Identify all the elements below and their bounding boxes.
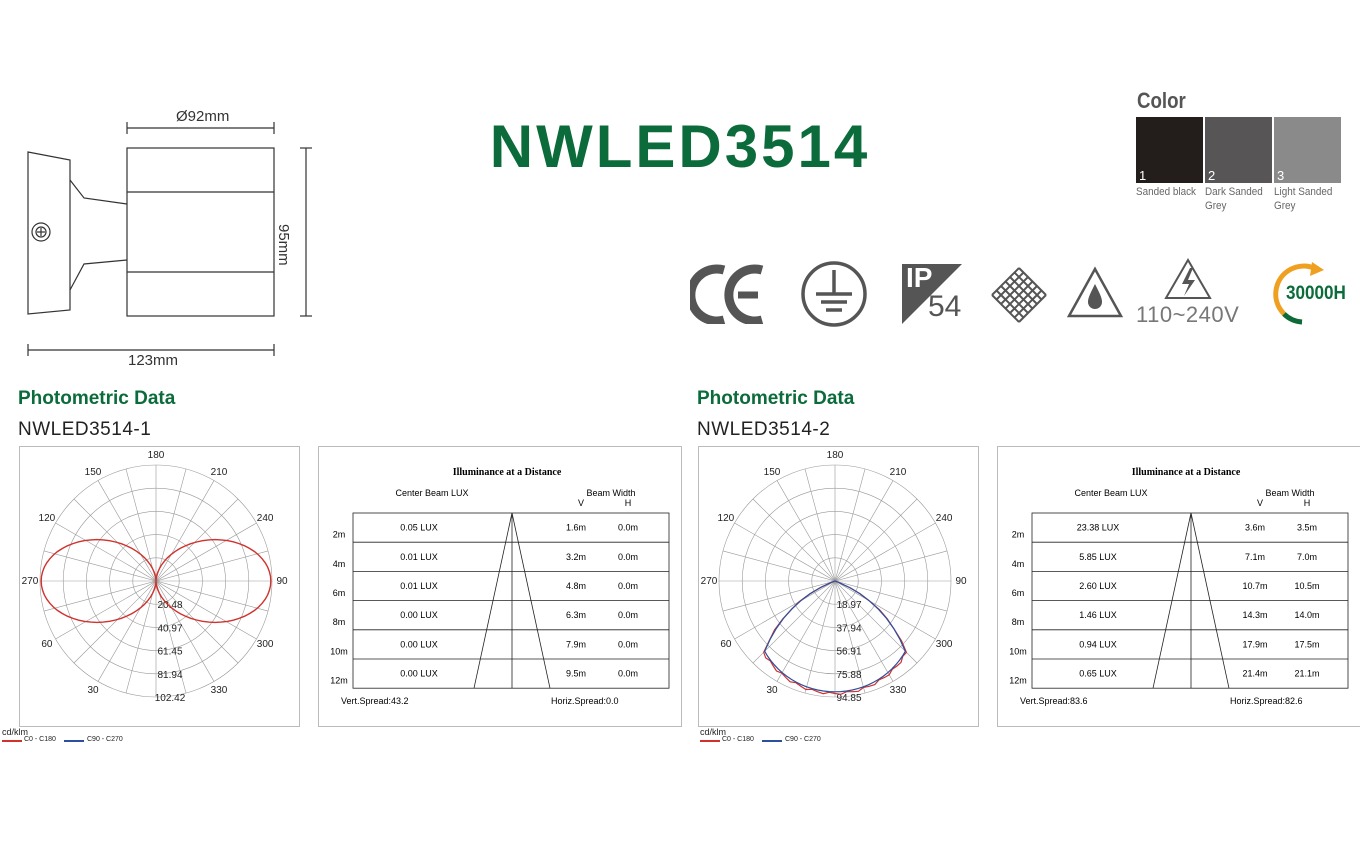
distance-label: 6m	[1011, 588, 1025, 598]
product-title: NWLED3514	[489, 113, 871, 180]
v-label: V	[1256, 498, 1264, 508]
color-swatch-3	[1274, 117, 1341, 183]
beam-v-value: 10.7m	[1242, 581, 1268, 591]
center-beam-label: Center Beam LUX	[395, 488, 469, 498]
center-beam-label: Center Beam LUX	[1074, 488, 1148, 498]
angle-label: 30	[766, 685, 778, 697]
beam-v-value: 1.6m	[565, 522, 587, 533]
length-dimension-label: 123mm	[128, 352, 179, 369]
legend-1	[0, 727, 200, 749]
distance-label: 2m	[332, 529, 346, 540]
distance-label: 6m	[332, 588, 346, 598]
diameter-dimension-label: Ø92mm	[176, 108, 230, 125]
beam-h-value: 10.5m	[1294, 581, 1320, 591]
h-label: H	[624, 498, 632, 508]
photometric-model-2: NWLED3514-2	[697, 419, 831, 440]
beam-h-value: 0.0m	[617, 668, 639, 679]
distance-label: 12m	[1009, 675, 1027, 686]
mesh-icon	[990, 266, 1048, 324]
height-dimension-label: 95mm	[275, 224, 292, 266]
lux-value: 1.46 LUX	[1079, 610, 1117, 621]
lux-value: 2.60 LUX	[1079, 581, 1117, 591]
beam-v-value: 4.8m	[565, 581, 587, 591]
ip-rating: 54	[928, 290, 962, 323]
radial-label: 56.91	[836, 646, 862, 658]
beam-v-value: 7.9m	[565, 639, 587, 650]
beam-h-value: 14.0m	[1294, 610, 1320, 621]
angle-label: 90	[955, 576, 967, 587]
angle-label: 270	[700, 576, 718, 587]
table-title: Illuminance at a Distance	[1131, 467, 1241, 478]
lux-value: 0.00 LUX	[400, 610, 438, 621]
lux-value: 0.05 LUX	[400, 522, 438, 533]
beam-v-value: 17.9m	[1242, 639, 1268, 650]
polar-chart-2	[699, 447, 978, 726]
distance-label: 12m	[330, 675, 348, 686]
color-swatch-1	[1136, 117, 1203, 183]
horiz-spread: Horiz.Spread:0.0	[551, 696, 619, 706]
distance-label: 4m	[1011, 558, 1025, 569]
radial-label: 40.97	[157, 623, 183, 635]
lux-value: 0.65 LUX	[1079, 668, 1117, 679]
distance-label: 8m	[332, 617, 346, 628]
beam-h-value: 17.5m	[1294, 639, 1320, 650]
radial-label: 37.94	[836, 623, 862, 635]
angle-label: 210	[210, 466, 228, 478]
lux-value: 0.01 LUX	[400, 551, 438, 562]
voltage-label: 110~240V	[1136, 302, 1240, 327]
angle-label: 120	[717, 513, 735, 524]
angle-label: 330	[889, 685, 907, 697]
beam-v-value: 3.6m	[1244, 522, 1266, 533]
radial-label: 81.94	[157, 669, 183, 681]
v-label: V	[577, 498, 585, 508]
water-drop-icon	[1066, 266, 1124, 320]
ce-mark-icon	[690, 264, 770, 324]
beam-width-label: Beam Width	[586, 488, 636, 498]
beam-h-value: 0.0m	[617, 610, 639, 621]
legend-series-c0: C0 - C180	[722, 736, 754, 743]
lux-value: 0.00 LUX	[400, 668, 438, 679]
angle-label: 150	[763, 466, 781, 478]
angle-label: 300	[935, 639, 953, 650]
vert-spread: Vert.Spread:83.6	[1020, 696, 1088, 706]
angle-label: 300	[256, 639, 274, 650]
angle-label: 210	[889, 466, 907, 478]
legend-series-c90: C90 - C270	[785, 736, 821, 743]
photometric-heading-1: Photometric Data	[18, 388, 176, 409]
angle-label: 150	[84, 466, 102, 478]
swatch-number: 1	[1139, 168, 1147, 183]
beam-v-value: 21.4m	[1242, 668, 1268, 679]
radial-label: 18.97	[836, 600, 862, 612]
radial-label: 75.88	[836, 669, 862, 681]
lux-value: 23.38 LUX	[1076, 522, 1120, 533]
angle-label: 240	[256, 513, 274, 524]
lux-value: 0.94 LUX	[1079, 639, 1117, 650]
table-title: Illuminance at a Distance	[452, 467, 562, 478]
angle-label: 270	[21, 576, 39, 587]
radial-label: 20.48	[157, 600, 183, 612]
polar-chart-box-1	[19, 446, 300, 727]
beam-h-value: 0.0m	[617, 639, 639, 650]
radial-label: 61.45	[157, 646, 183, 658]
beam-width-label: Beam Width	[1265, 488, 1315, 498]
distance-label: 4m	[332, 558, 346, 569]
lux-value: 5.85 LUX	[1079, 551, 1117, 562]
angle-label: 30	[87, 685, 99, 697]
swatch-name-1: Sanded black	[1136, 186, 1197, 198]
photometric-heading-2: Photometric Data	[697, 388, 855, 409]
photometric-model-1: NWLED3514-1	[18, 419, 152, 440]
swatch-name-3: Light Sanded Grey	[1274, 186, 1333, 212]
beam-h-value: 0.0m	[617, 581, 639, 591]
unit-label: cd/klm	[700, 727, 727, 737]
angle-label: 60	[41, 639, 53, 650]
swatch-number: 2	[1208, 168, 1216, 183]
color-swatch-2	[1205, 117, 1272, 183]
angle-label: 120	[38, 513, 56, 524]
high-voltage-icon	[1164, 258, 1212, 302]
swatch-number: 3	[1277, 168, 1285, 183]
distance-label: 10m	[330, 646, 348, 657]
radial-label: 102.42	[154, 693, 186, 704]
illuminance-table-box-1	[318, 446, 682, 727]
beam-h-value: 0.0m	[617, 551, 639, 562]
illuminance-table-1	[319, 447, 681, 726]
lux-value: 0.01 LUX	[400, 581, 438, 591]
distance-label: 8m	[1011, 617, 1025, 628]
beam-v-value: 7.1m	[1244, 551, 1266, 562]
legend-series-c90: C90 - C270	[87, 736, 123, 743]
polar-chart-1	[20, 447, 299, 726]
radial-label: 94.85	[836, 693, 862, 704]
horiz-spread: Horiz.Spread:82.6	[1230, 696, 1303, 706]
illuminance-table-2	[998, 447, 1360, 726]
angle-label: 60	[720, 639, 732, 650]
angle-label: 240	[935, 513, 953, 524]
h-label: H	[1303, 498, 1311, 508]
beam-v-value: 6.3m	[565, 610, 587, 621]
distance-label: 10m	[1009, 646, 1027, 657]
beam-h-value: 21.1m	[1294, 668, 1320, 679]
beam-h-value: 7.0m	[1296, 551, 1318, 562]
beam-v-value: 9.5m	[565, 668, 587, 679]
angle-label: 180	[826, 450, 844, 461]
unit-label: cd/klm	[2, 727, 29, 737]
angle-label: 180	[147, 450, 165, 461]
earth-ground-icon	[798, 260, 870, 328]
vert-spread: Vert.Spread:43.2	[341, 696, 409, 706]
beam-h-value: 3.5m	[1296, 522, 1318, 533]
beam-h-value: 0.0m	[617, 522, 639, 533]
polar-chart-box-2	[698, 446, 979, 727]
color-label: Color	[1137, 88, 1186, 113]
lux-value: 0.00 LUX	[400, 639, 438, 650]
angle-label: 330	[210, 685, 228, 697]
beam-v-value: 14.3m	[1242, 610, 1268, 621]
legend-2	[698, 727, 898, 749]
ip-label: IP	[906, 262, 933, 293]
lifetime-hours-label: 30000H	[1286, 283, 1346, 304]
beam-v-value: 3.2m	[565, 551, 587, 562]
legend-series-c0: C0 - C180	[24, 736, 56, 743]
swatch-name-2: Dark Sanded Grey	[1205, 186, 1263, 212]
illuminance-table-box-2	[997, 446, 1360, 727]
distance-label: 2m	[1011, 529, 1025, 540]
angle-label: 90	[276, 576, 288, 587]
